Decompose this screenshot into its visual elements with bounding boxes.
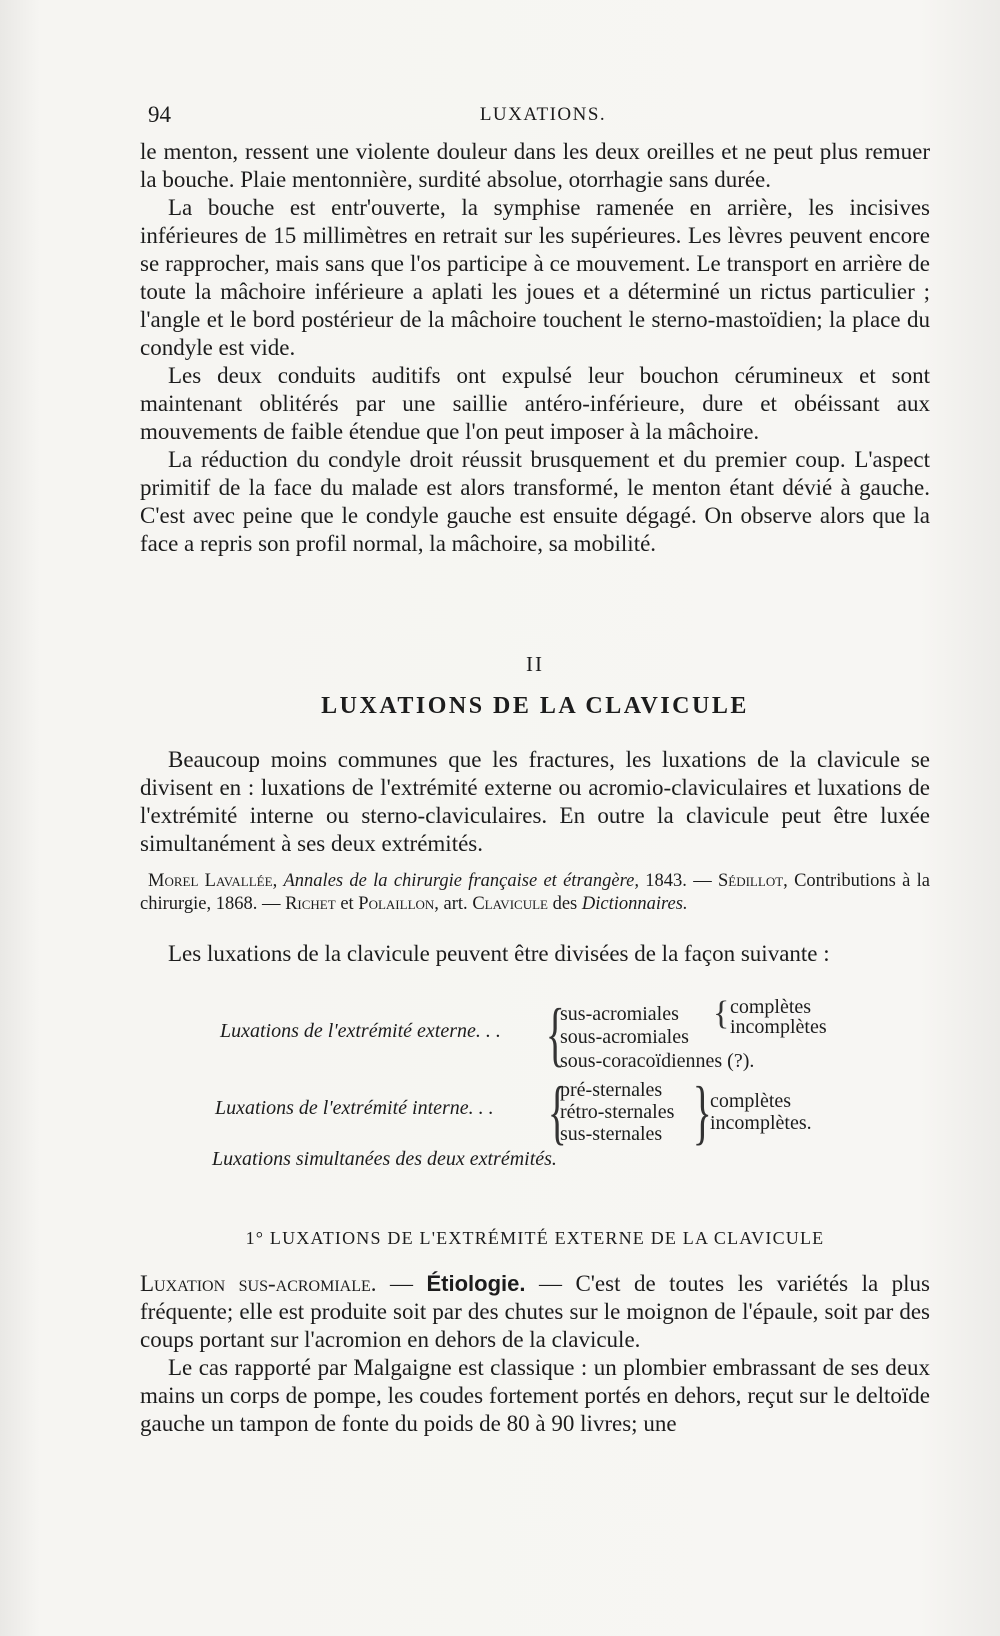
paragraph: La réduction du condyle droit réussit brusquement et du premier coup. L'aspect primitif de la face du malade est alors transformé, le menton étant dévié à gauche. C'est avec peine que le condyle gauche est ensuite dégagé. On observe alors que la face a repris son profil normal, la mâchoire, sa mobilité. bbox=[140, 447, 930, 556]
lead-heading: Luxation sus-acromiale. bbox=[140, 1271, 377, 1296]
brace-glyph: { bbox=[545, 994, 565, 1074]
ref-title: Dictionnaires. bbox=[581, 894, 688, 914]
intro-paragraph: Beaucoup moins communes que les fractures, les luxations de la clavicule se divisent en : luxations de l'extrémité externe ou acromio-claviculaires et luxations de l'extrémité interne ou sterno-claviculaires. En outre la clavicule peut être luxée simultanément à ses deux extrémités. bbox=[140, 747, 930, 856]
page-number: 94 bbox=[148, 102, 171, 127]
intro-block bbox=[140, 746, 930, 858]
sub-item: incomplètes. bbox=[710, 1112, 812, 1134]
paragraph: Les deux conduits auditifs ont expulsé leur bouchon cérumineux et sont maintenant oblitérés par une saillie antéro-inférieure, dure et obéissant aux mouvements de faible étendue que l'on peut imposer à la mâchoire. bbox=[140, 363, 930, 444]
paragraph: Le cas rapporté par Malgaigne est classique : un plombier embrassant de ses deux mains un corps de pompe, les coudes fortement portés en dehors, reçut sur le deltoïde gauche un tampon de fonte du poids de 80 à 90 livres; une bbox=[140, 1355, 930, 1436]
paragraph: le menton, ressent une violente douleur dans les deux oreilles et ne peut plus remuer la bouche. Plaie mentonnière, surdité absolue, otorrhagie sans durée. bbox=[140, 139, 930, 192]
dash: — bbox=[376, 1271, 427, 1296]
ref-text: art. bbox=[438, 894, 473, 914]
ref-text: et bbox=[335, 894, 359, 914]
section-title: LUXATIONS DE LA CLAVICULE bbox=[321, 693, 749, 719]
simultaneous-label: Luxations simultanées des deux extrémités. bbox=[212, 1148, 557, 1170]
final-text-block bbox=[140, 1270, 930, 1438]
sub-item: incomplètes bbox=[730, 1016, 827, 1038]
internal-item: sus-sternales bbox=[560, 1123, 663, 1145]
ref-author: Richet bbox=[285, 894, 336, 914]
external-label: Luxations de l'extrémité externe. . . bbox=[220, 1020, 501, 1042]
sub-item: complètes bbox=[730, 996, 812, 1018]
ref-text: des bbox=[547, 894, 582, 914]
bibliography-references bbox=[140, 870, 930, 916]
ref-title: Annales de la chirurgie française et étrangère, bbox=[283, 871, 639, 891]
section-number: II bbox=[526, 652, 544, 676]
sub-heading: 1° LUXATIONS DE L'EXTRÉMITÉ EXTERNE DE LA CLAVICULE bbox=[245, 1228, 825, 1248]
classification-table bbox=[140, 994, 930, 1170]
internal-item: pré-sternales bbox=[560, 1079, 663, 1101]
ref-text: 1843. — bbox=[638, 871, 718, 891]
classification-intro-block bbox=[140, 940, 930, 968]
external-item: sous-acromiales bbox=[560, 1026, 689, 1048]
sub-item: complètes bbox=[710, 1090, 792, 1112]
classification-intro: Les luxations de la clavicule peuvent être divisées de la façon suivante : bbox=[168, 941, 830, 966]
external-item: sus-acromiales bbox=[560, 1003, 679, 1025]
ref-author: Sédillot, bbox=[717, 871, 788, 891]
internal-label: Luxations de l'extrémité interne. . . bbox=[215, 1097, 494, 1119]
top-text-block bbox=[140, 138, 930, 558]
running-head bbox=[148, 102, 918, 132]
etiologie-heading: Étiologie. bbox=[426, 1271, 526, 1296]
ref-author: Polaillon, bbox=[358, 894, 439, 914]
ref-author: Morel Lavallée, bbox=[148, 871, 278, 891]
ref-article: Clavicule bbox=[472, 894, 548, 914]
internal-item: rétro-sternales bbox=[560, 1101, 675, 1123]
brace-glyph: { bbox=[547, 1072, 567, 1152]
closing-brace-glyph: { bbox=[692, 1072, 712, 1152]
running-title: LUXATIONS. bbox=[479, 104, 607, 125]
small-brace-glyph: { bbox=[713, 995, 730, 1032]
paragraph-text: — C'est de toutes les variétés la plus fréquente; elle est produite soit par des chutes sur le moignon de l'épaule, soit par des coups portant sur l'acromion en dehors de la clavicule. bbox=[140, 1271, 931, 1352]
ref-text: Contributions à la chirurgie, 1868. — bbox=[140, 871, 930, 914]
paragraph bbox=[140, 1270, 930, 1354]
paragraph: La bouche est entr'ouverte, la symphise ramenée en arrière, les incisives inférieures de 15 millimètres en retrait sur les supérieures. Les lèvres peuvent encore se rapprocher, mais sans que l'os participe à ce mouvement. Le transport en arrière de toute la mâchoire inférieure a aplati les joues et a déterminé un rictus particulier ; l'angle et le bord postérieur de la mâchoire touchent le sterno-mastoïdien; la place du condyle est vide. bbox=[140, 195, 930, 360]
external-item: sous-coracoïdiennes (?). bbox=[560, 1050, 755, 1072]
